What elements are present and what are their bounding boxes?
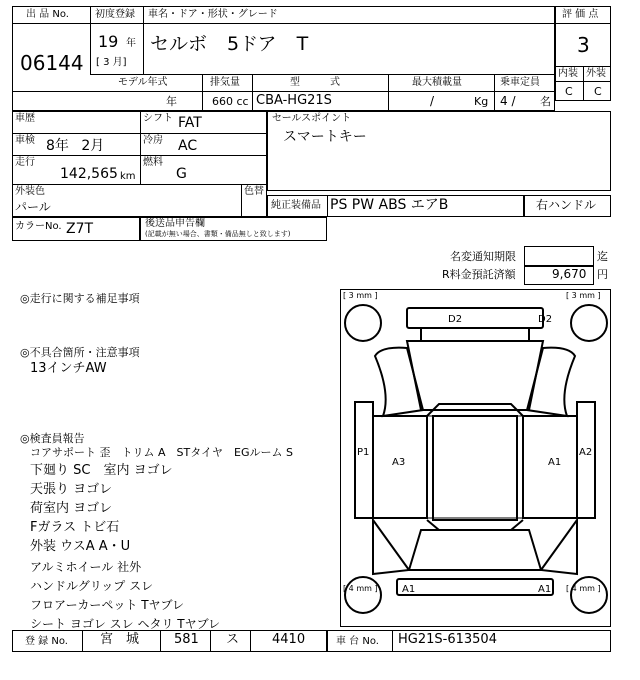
max-load-unit: Kg bbox=[474, 95, 489, 108]
driving-notes-label: ◎走行に関する補足事項 bbox=[20, 292, 140, 305]
report-line: アルミホイール 社外 bbox=[30, 560, 142, 574]
right-side bbox=[577, 402, 595, 518]
reg-number: 4410 bbox=[272, 632, 306, 647]
name-change-box bbox=[524, 246, 594, 266]
recycle-label: R料金預託済額 bbox=[442, 268, 516, 281]
mileage-label: 走行 bbox=[15, 157, 35, 168]
interior-grade: C bbox=[565, 85, 573, 98]
car-name: セルボ 5ドア T bbox=[150, 33, 309, 55]
inspection-label: 車検 bbox=[15, 135, 35, 146]
damage-mark: A2 bbox=[579, 447, 593, 458]
capacity-label: 乗車定員 bbox=[500, 77, 540, 88]
damage-mark: A1 bbox=[402, 584, 416, 595]
capacity-value: 4 / bbox=[500, 94, 516, 108]
reg-area: 宮 城 bbox=[100, 632, 140, 647]
rear-hatch bbox=[409, 530, 541, 570]
color-no-value: Z7T bbox=[66, 221, 94, 237]
recycle-value: 9,670 bbox=[552, 267, 587, 281]
interior-label: 内装 bbox=[558, 68, 578, 79]
front-bumper bbox=[407, 308, 543, 328]
mileage-value: 142,565 bbox=[60, 166, 118, 182]
ext-color-value: パール bbox=[15, 200, 51, 214]
car-name-label: 車名・ドア・形状・グレード bbox=[148, 9, 278, 20]
equipment-label: 純正装備品 bbox=[271, 200, 321, 211]
report-line: ハンドルグリップ スレ bbox=[30, 579, 154, 593]
lot-no-label: 出 品 No. bbox=[26, 9, 69, 20]
ext-color-label: 外装色 bbox=[15, 186, 45, 197]
displacement-value: 660 cc bbox=[212, 95, 249, 108]
damage-mark: A3 bbox=[392, 457, 406, 468]
shift-value: FAT bbox=[178, 115, 202, 131]
damage-mark: D2 bbox=[538, 314, 553, 325]
report-line: フロアーカーペット Tヤブレ bbox=[30, 598, 185, 612]
report-line: 外装 ウスA A・U bbox=[30, 539, 131, 554]
ac-label: 冷房 bbox=[143, 135, 163, 146]
docs-label: 後送品申告欄 bbox=[145, 218, 205, 229]
damage-mark: A1 bbox=[548, 457, 562, 468]
tire-depth-fr: [ 3 mm ] bbox=[566, 291, 601, 300]
docs-note: (記載が無い場合、書類・備品無しと致します) bbox=[145, 230, 291, 238]
reg-class: 581 bbox=[174, 632, 199, 647]
recycle-unit: 円 bbox=[597, 268, 608, 281]
report-line: 下廻り SC 室内 ヨゴレ bbox=[30, 463, 173, 478]
damage-mark: P1 bbox=[357, 447, 370, 458]
capacity-unit: 名 bbox=[540, 95, 551, 108]
exterior-label: 外装 bbox=[586, 68, 606, 79]
hood bbox=[407, 341, 543, 410]
name-change-unit: 迄 bbox=[597, 250, 608, 263]
chassis-value: HG21S-613504 bbox=[398, 632, 497, 647]
defects-text: 13インチAW bbox=[30, 361, 107, 376]
left-side bbox=[355, 402, 373, 518]
tire-front-right bbox=[571, 305, 607, 341]
first-reg-month: [ 3 月] bbox=[96, 57, 127, 68]
fuel-label: 燃料 bbox=[143, 157, 163, 168]
history-label: 車歴 bbox=[15, 113, 35, 124]
color-change-label: 色替 bbox=[244, 186, 264, 197]
equipment-value: PS PW ABS エアB bbox=[330, 197, 449, 213]
damage-mark: D2 bbox=[448, 314, 463, 325]
displacement-label: 排気量 bbox=[210, 77, 240, 88]
report-line: 天張り ヨゴレ bbox=[30, 482, 113, 497]
first-reg-year: 19 bbox=[98, 32, 119, 51]
max-load-label: 最大積載量 bbox=[412, 77, 462, 88]
report-line: Fガラス トビ石 bbox=[30, 520, 120, 535]
reg-label: 登 録 No. bbox=[25, 636, 68, 647]
sales-point-label: セールスポイント bbox=[272, 113, 352, 124]
type-value: CBA-HG21S bbox=[256, 93, 332, 108]
chassis-label: 車 台 No. bbox=[336, 636, 379, 647]
report-line: コアサポート 歪 トリム A STタイヤ EGルーム S bbox=[30, 446, 293, 459]
car-diagram-drawing bbox=[341, 290, 610, 626]
report-line: 荷室内 ヨゴレ bbox=[30, 501, 113, 516]
grade-label: 評 価 点 bbox=[562, 9, 599, 20]
color-no-label: カラーNo. bbox=[15, 221, 62, 232]
rear-bumper bbox=[397, 579, 553, 595]
tire-depth-rr: [ 4 mm ] bbox=[566, 584, 601, 593]
mileage-unit: km bbox=[120, 171, 136, 182]
car-diagram bbox=[340, 289, 611, 627]
tire-depth-fl: [ 3 mm ] bbox=[343, 291, 378, 300]
roof bbox=[433, 416, 517, 520]
inspection-value: 8年 2月 bbox=[46, 138, 105, 154]
tire-depth-rl: [ 4 mm ] bbox=[343, 584, 378, 593]
grade-score: 3 bbox=[577, 33, 590, 57]
max-load-value: / bbox=[430, 94, 435, 108]
model-year-value: 年 bbox=[166, 95, 177, 108]
shift-label: シフト bbox=[143, 113, 173, 124]
defects-label: ◎不具合箇所・注意事項 bbox=[20, 346, 140, 359]
reg-kana: ス bbox=[226, 632, 240, 647]
handle-value: 右ハンドル bbox=[536, 198, 597, 212]
year-unit: 年 bbox=[126, 38, 136, 49]
model-year-label: モデル年式 bbox=[118, 77, 168, 88]
lot-no: 06144 bbox=[20, 51, 84, 75]
damage-mark: A1 bbox=[538, 584, 552, 595]
tire-front-left bbox=[345, 305, 381, 341]
inspector-report-label: ◎検査員報告 bbox=[20, 432, 85, 445]
sales-point-value: スマートキー bbox=[283, 129, 367, 145]
exterior-grade: C bbox=[594, 85, 602, 98]
name-change-label: 名変通知期限 bbox=[450, 250, 516, 263]
report-line: シート ヨゴレ スレ ヘタリ Tヤブレ bbox=[30, 617, 221, 631]
ac-value: AC bbox=[178, 138, 198, 154]
fuel-value: G bbox=[176, 166, 187, 182]
type-label: 型 式 bbox=[290, 77, 340, 88]
first-reg-label: 初度登録 bbox=[95, 9, 135, 20]
